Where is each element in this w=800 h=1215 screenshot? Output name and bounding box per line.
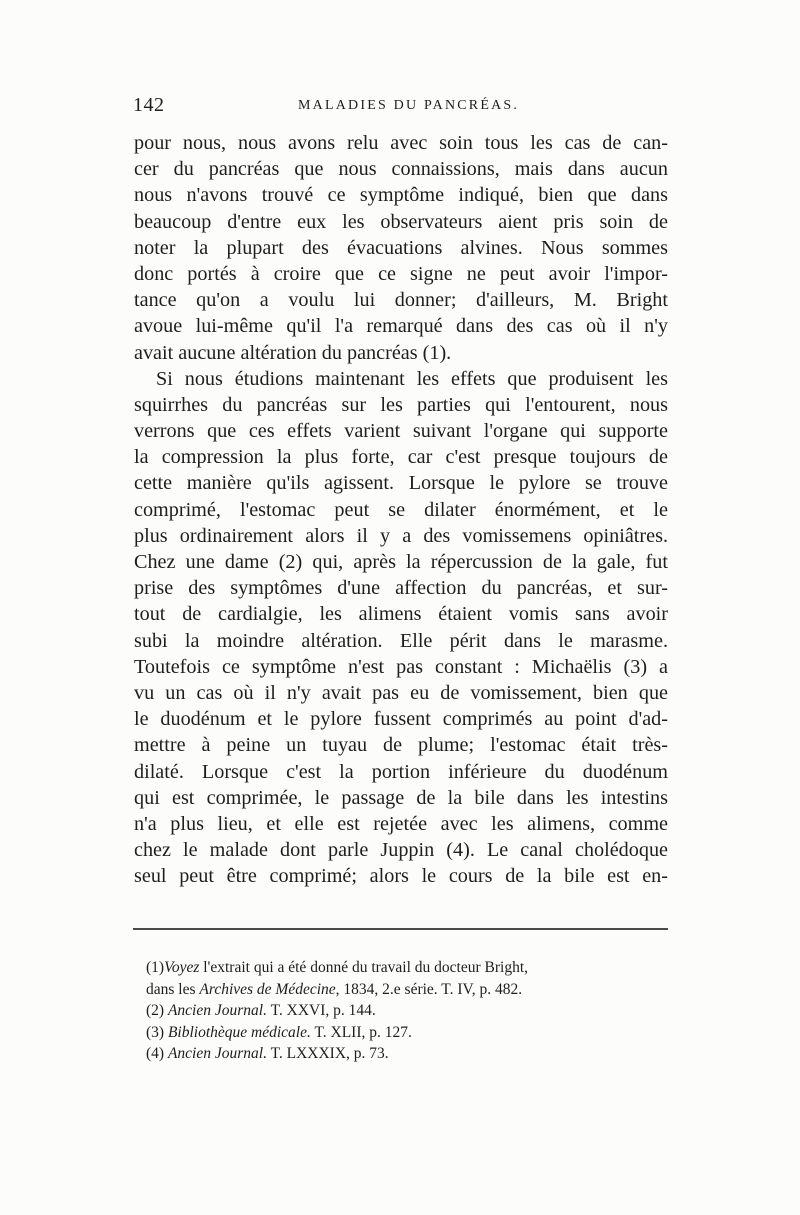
- footnote-italic: Voyez: [164, 959, 200, 976]
- body-line: dilaté. Lorsque c'est la portion inférieure du duodénum: [134, 760, 668, 783]
- body-line: cette manière qu'ils agissent. Lorsque le pylore se trouve: [134, 472, 668, 495]
- body-line: prise des symptômes d'une affection du pancréas, et sur-: [134, 577, 668, 600]
- body-line: Toutefois ce symptôme n'est pas constant : Michaëlis (3) a: [134, 655, 668, 678]
- footnotes: [146, 957, 666, 1065]
- footnote-mark: (4): [146, 1045, 165, 1063]
- body-line: tance qu'on a voulu lui donner; d'ailleurs, M. Bright: [134, 289, 668, 312]
- body-line: verrons que ces effets varient suivant l'organe qui supporte: [134, 420, 668, 443]
- body-line: nous n'avons trouvé ce symptôme indiqué, bien que dans: [134, 184, 668, 207]
- footnote-italic: Archives de Médecine: [199, 980, 336, 998]
- footnote-mark: (3): [146, 1023, 165, 1041]
- body-line: le duodénum et le pylore fussent comprimés au point d'ad-: [134, 708, 668, 731]
- running-head: [133, 94, 668, 118]
- body-line: comprimé, l'estomac peut se dilater énormément, et le: [134, 498, 668, 521]
- footnote-3: [146, 1022, 666, 1044]
- body-line: la compression la plus forte, car c'est presque toujours de: [134, 446, 668, 469]
- body-line: Chez une dame (2) qui, après la répercussion de la gale, fut: [134, 551, 668, 573]
- footnote-text: T. XLII, p. 127.: [310, 1023, 412, 1041]
- body-line: donc portés à croire que ce signe ne peut avoir l'impor-: [134, 262, 668, 285]
- body-line: mettre à peine un tuyau de plume; l'estomac était très-: [134, 734, 668, 757]
- page-number: 142: [133, 94, 165, 116]
- footnote-italic: Ancien Journal.: [167, 1045, 267, 1063]
- body-line: qui est comprimée, le passage de la bile dans les intestins: [134, 786, 668, 809]
- body-line: chez le malade dont parle Juppin (4). Le canal cholédoque: [134, 839, 668, 862]
- body-line: noter la plupart des évacuations alvines. Nous sommes: [134, 236, 668, 259]
- footnote-italic: Ancien Journal.: [167, 1002, 267, 1020]
- footnote-2: [146, 1000, 666, 1022]
- footnote-4: [146, 1043, 666, 1065]
- body-line: beaucoup d'entre eux les observateurs aient pris soin de: [134, 210, 668, 233]
- footnote-1: [146, 957, 666, 979]
- footnote-rule: [133, 928, 668, 930]
- body-line: seul peut être comprimé; alors le cours de la bile est en-: [134, 865, 668, 888]
- body-line: avoue lui-même qu'il l'a remarqué dans des cas où il n'y: [134, 315, 668, 338]
- running-title: MALADIES DU PANCRÉAS.: [298, 98, 520, 113]
- body-text: [134, 130, 668, 889]
- footnote-1-continuation: [146, 979, 666, 1001]
- body-line: n'a plus lieu, et elle est rejetée avec les alimens, comme: [134, 812, 668, 835]
- footnote-mark: (2): [146, 1002, 165, 1020]
- footnote-italic: Bibliothèque médicale.: [167, 1023, 311, 1041]
- footnote-text: T. XXVI, p. 144.: [266, 1002, 376, 1020]
- body-line: vu un cas où il n'y avait pas eu de vomissement, bien que: [134, 681, 668, 704]
- body-line: subi la moindre altération. Elle périt dans le marasme.: [134, 629, 668, 652]
- paragraph-start-line: Si nous étudions maintenant les effets que produisent les: [156, 367, 668, 390]
- footnote-text: T. LXXXIX, p. 73.: [266, 1045, 389, 1063]
- body-line: cer du pancréas que nous connaissions, mais dans aucun: [134, 158, 668, 181]
- body-line: pour nous, nous avons relu avec soin tous les cas de can-: [134, 132, 668, 154]
- body-line: squirrhes du pancréas sur les parties qui l'entourent, nous: [134, 393, 668, 416]
- body-line: plus ordinairement alors il y a des vomissemens opiniâtres.: [134, 524, 668, 547]
- footnote-text: , 1834, 2.e série. T. IV, p. 482.: [335, 980, 523, 998]
- footnote-text: l'extrait qui a été donné du travail du docteur Bright,: [199, 959, 529, 976]
- body-line: avait aucune altération du pancréas (1).: [134, 341, 452, 364]
- footnote-text: dans les: [146, 980, 200, 998]
- body-line: tout de cardialgie, les alimens étaient vomis sans avoir: [134, 603, 668, 626]
- footnote-mark: (1): [146, 959, 165, 976]
